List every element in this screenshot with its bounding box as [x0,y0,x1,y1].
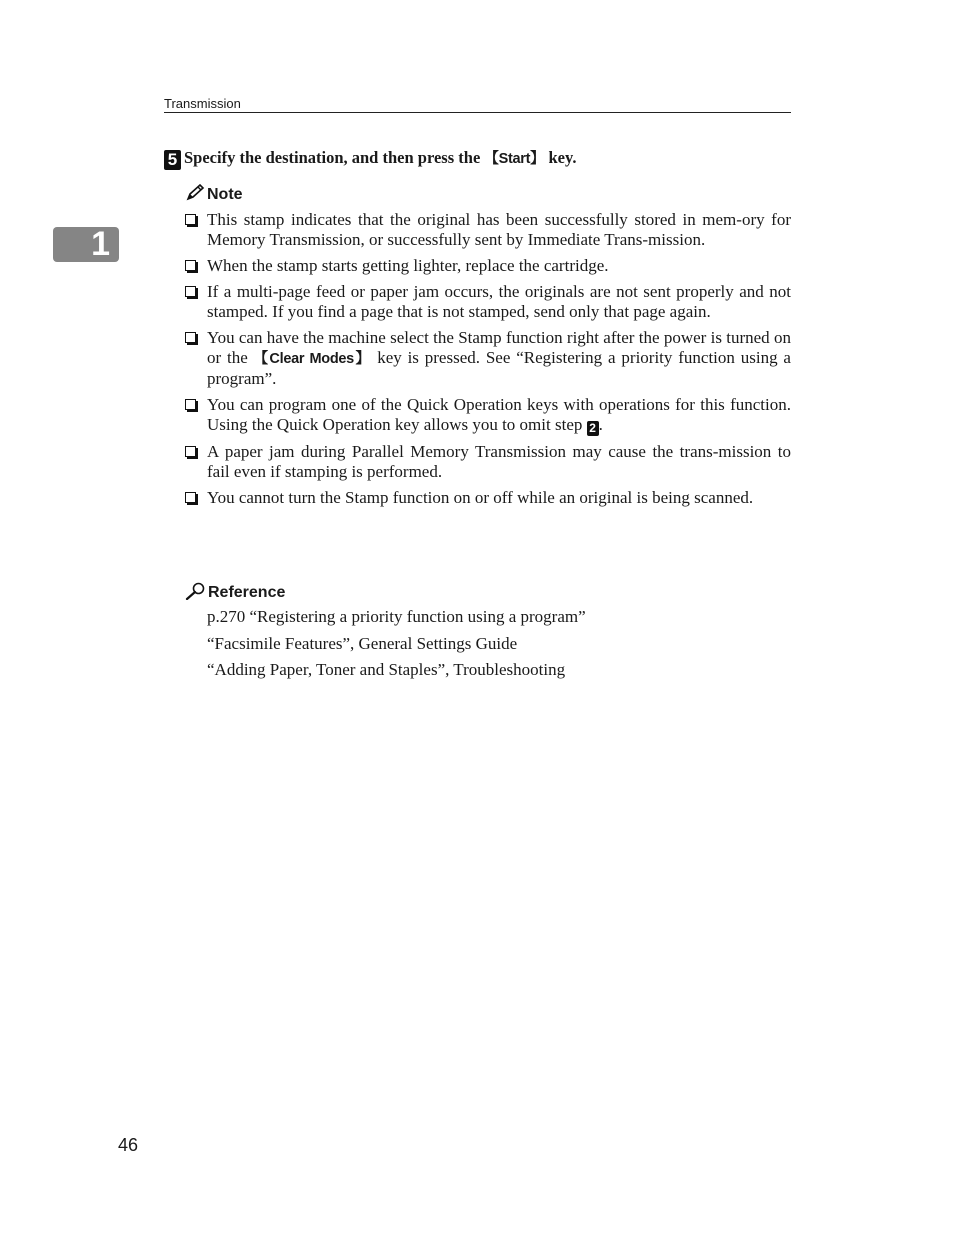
note-text: This stamp indicates that the original has been successfully stored in mem-ory for Memory Transmission, or successfully sent by Immediate Trans-mission. [207,210,791,249]
note-text: A paper jam during Parallel Memory Transmission may cause the trans-mission to fail even if stamping is performed. [207,442,791,481]
clear-modes-key-label: 【Clear Modes】 [253,351,372,367]
note-text: If a multi-page feed or paper jam occurs, the originals are not sent properly and not stamped. If you find a page that is not stamped, send only that page again. [207,282,791,321]
running-header: Transmission [164,96,791,113]
page-number: 46 [118,1135,139,1155]
reference-heading-label: Reference [208,584,286,601]
note-text: . [598,415,603,434]
note-text: You cannot turn the Stamp function on or off while an original is being scanned. [207,488,754,507]
checkbox-bullet-icon [185,214,196,225]
reference-item: p.270 “Registering a priority function using a program” [207,607,586,626]
checkbox-bullet-icon [185,286,196,297]
note-item [185,442,791,482]
checkbox-bullet-icon [185,492,196,503]
step-text-after: key. [544,148,577,167]
reference-item: “Adding Paper, Toner and Staples”, Troubleshooting [207,660,566,679]
step-instruction [164,147,791,170]
note-item [185,328,791,389]
step-reference-badge: 2 [587,421,599,436]
note-heading [185,184,243,204]
checkbox-bullet-icon [185,332,196,343]
note-item [185,210,791,250]
note-item [185,282,791,322]
checkbox-bullet-icon [185,399,196,410]
step-text-before: Specify the destination, and then press the [184,148,485,167]
chapter-tab: 1 [53,227,119,262]
note-text: When the stamp starts getting lighter, replace the cartridge. [207,256,609,275]
note-item [185,256,791,276]
note-heading-label: Note [207,186,243,203]
start-key-close: 】 [530,151,545,167]
note-text: You can program one of the Quick Operation keys with operations for this function. Using the Quick Operation key allows you to omit step [207,395,791,434]
note-text: key is pressed. See “Registering a priority function using a program”. [207,348,791,388]
pencil-icon [185,184,205,202]
reference-item: “Facsimile Features”, General Settings Guide [207,633,518,653]
note-item [185,395,791,436]
note-text: You can have the machine select the Stamp function right after the power is turned on or the [207,328,791,367]
note-item [185,488,791,508]
reference-list [207,607,797,687]
note-list [185,210,791,514]
reference-heading [185,582,285,602]
start-key-label: Start [498,151,531,167]
checkbox-bullet-icon [185,446,196,457]
start-key-open: 【 [484,151,499,167]
checkbox-bullet-icon [185,260,196,271]
step-number-badge: 5 [164,150,181,170]
magnifier-icon [185,582,206,600]
